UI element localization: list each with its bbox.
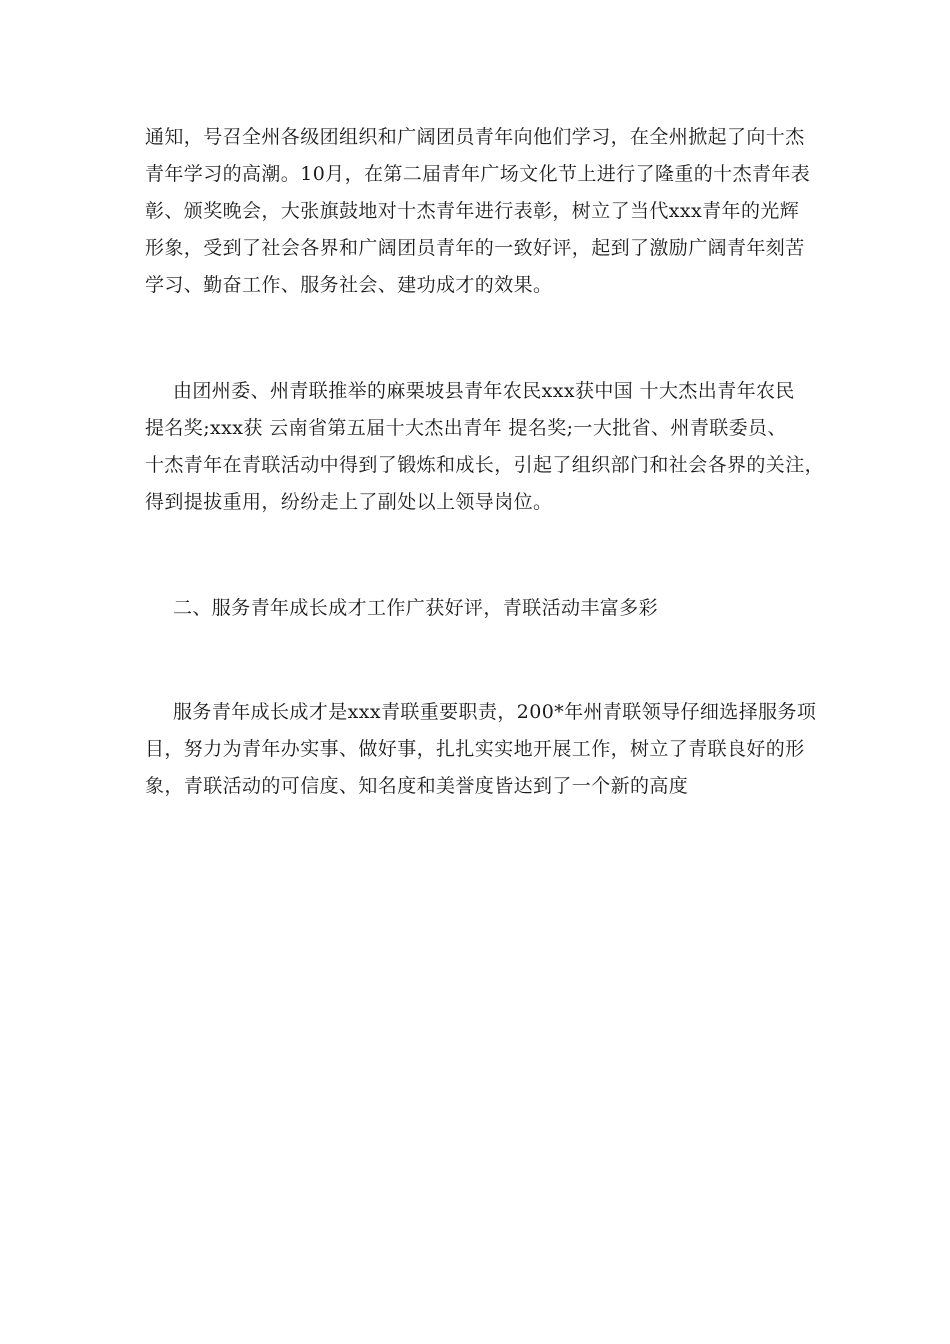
paragraph-2-line-3: 十杰青年在青联活动中得到了锻炼和成长，引起了组织部门和社会各界的关注，	[145, 454, 825, 476]
paragraph-2-line-4: 得到提拔重用，纷纷走上了副处以上领导岗位。	[145, 491, 553, 513]
paragraph-1-line-4: 形象，受到了社会各界和广阔团员青年的一致好评，起到了激励广阔青年刻苦	[145, 237, 805, 259]
paragraph-2-line-2: 提名奖;xxx获 云南省第五届十大杰出青年 提名奖;一大批省、州青联委员、	[145, 417, 787, 439]
section-heading: 二、服务青年成长成才工作广获好评，青联活动丰富多彩	[173, 597, 659, 619]
paragraph-1-line-5: 学习、勤奋工作、服务社会、建功成才的效果。	[145, 274, 553, 296]
paragraph-2-line-1: 由团州委、州青联推举的麻栗坡县青年农民xxx获中国 十大杰出青年农民	[173, 380, 795, 402]
paragraph-1-line-1: 通知，号召全州各级团组织和广阔团员青年向他们学习，在全州掀起了向十杰	[145, 126, 805, 148]
paragraph-4-line-3: 象，青联活动的可信度、知名度和美誉度皆达到了一个新的高度	[145, 775, 689, 797]
paragraph-4-line-2: 目，努力为青年办实事、做好事，扎扎实实地开展工作，树立了青联良好的形	[145, 738, 805, 760]
paragraph-1-line-2: 青年学习的高潮。10月，在第二届青年广场文化节上进行了隆重的十杰青年表	[145, 163, 811, 185]
paragraph-1-line-3: 彰、颁奖晚会，大张旗鼓地对十杰青年进行表彰，树立了当代xxx青年的光辉	[145, 200, 800, 222]
paragraph-4-line-1: 服务青年成长成才是xxx青联重要职责，200*年州青联领导仔细选择服务项	[173, 701, 817, 723]
